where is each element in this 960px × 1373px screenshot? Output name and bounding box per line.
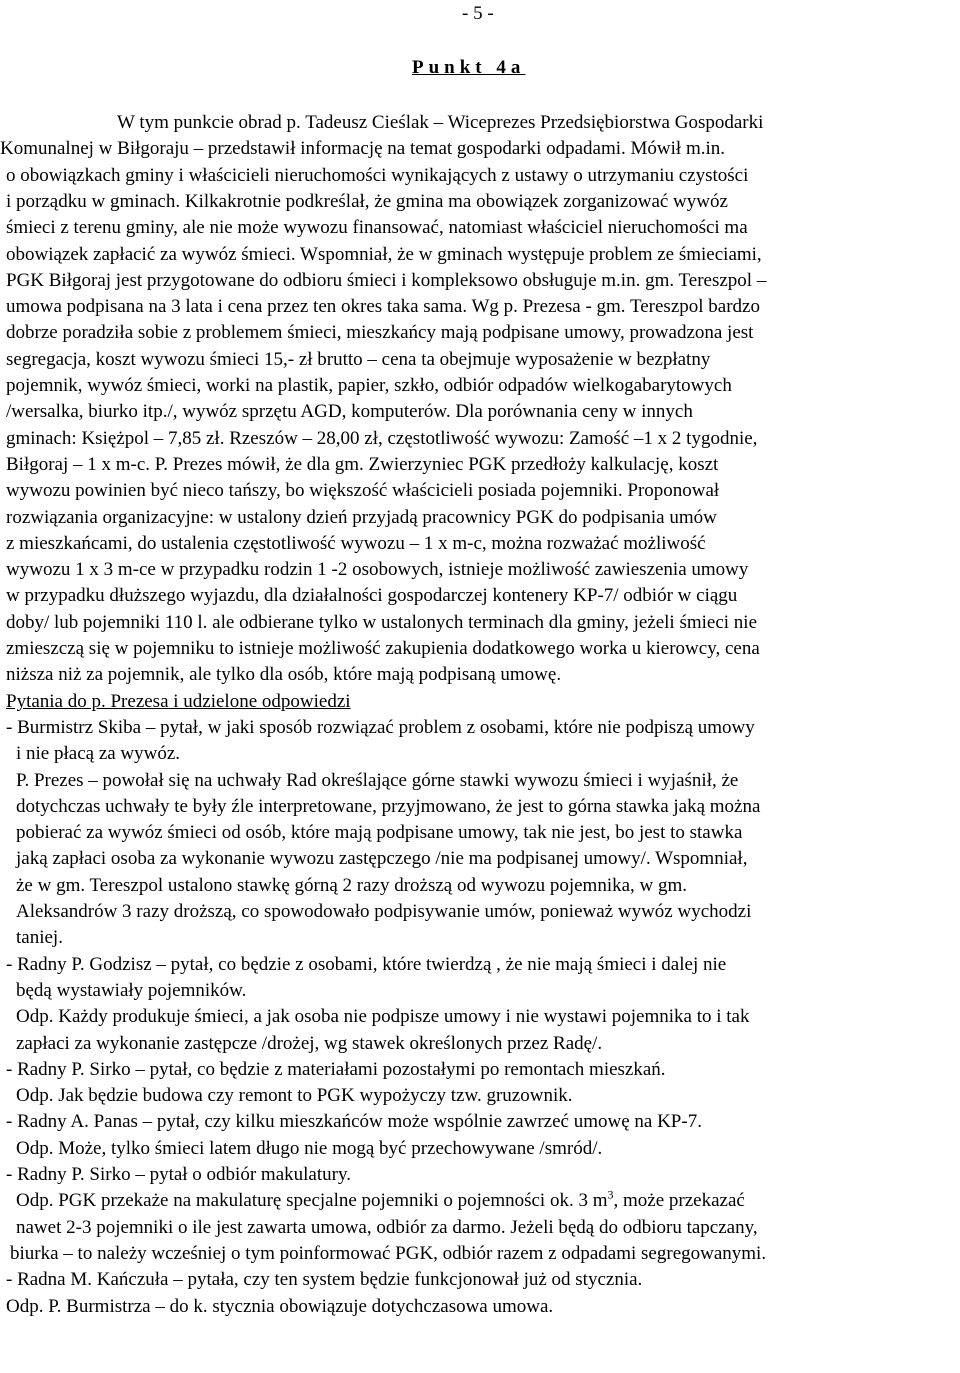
text-line: pobierać za wywóz śmieci od osób, które mają podpisane umowy, tak nie jest, bo jest to stawka xyxy=(16,822,743,843)
text-line: że w gm. Tereszpol ustalono stawkę górną 2 razy droższą od wywozu pojemnika, w gm. xyxy=(16,875,688,896)
text-line: niższa niż za pojemnik, ale tylko dla osób, które mają podpisaną umowę. xyxy=(6,664,562,685)
text-line: Pytania do p. Prezesa i udzielone odpowiedzi xyxy=(6,691,351,712)
text-line: wywozu powinien być nieco tańszy, bo większość właścicieli posiada pojemniki. Proponował xyxy=(6,480,720,501)
superscript-three: 3 xyxy=(607,1187,614,1202)
text-line: - Radny P. Sirko – pytał, co będzie z materiałami pozostałymi po remontach mieszkań. xyxy=(6,1059,666,1080)
text-line: Odp. PGK przekaże na makulaturę specjalne pojemniki o pojemności ok. 3 $m^3$, może przekazać xyxy=(16,1187,745,1211)
text-line: dotychczas uchwały te były źle interpretowane, przyjmowano, że jest to górna stawka jaką można xyxy=(16,796,761,817)
line-tail: , może przekazać xyxy=(613,1190,745,1211)
text-line: pojemnik, wywóz śmieci, worki na plastik, papier, szkło, odbiór odpadów wielkogabarytowych xyxy=(6,375,732,396)
text-line: o obowiązkach gminy i właścicieli nieruchomości wynikających z ustawy o utrzymaniu czystości xyxy=(6,165,749,186)
text-line: - Burmistrz Skiba – pytał, w jaki sposób rozwiązać problem z osobami, które nie podpiszą umowy xyxy=(6,717,755,738)
text-line: rozwiązania organizacyjne: w ustalony dzień przyjadą pracownicy PGK do podpisania umów xyxy=(6,507,717,528)
text-line: nawet 2-3 pojemniki o ile jest zawarta umowa, odbiór za darmo. Jeżeli będą do odbioru tapczany, xyxy=(16,1217,758,1238)
section-heading: Punkt 4a xyxy=(412,57,526,78)
text-line: Komunalnej w Biłgoraju – przedstawił informację na temat gospodarki odpadami. Mówił m.in. xyxy=(0,138,726,159)
text-line: Biłgoraj – 1 x m-c. P. Prezes mówił, że dla gm. Zwierzyniec PGK przedłoży kalkulację, koszt xyxy=(6,454,719,475)
text-line: segregacja, koszt wywozu śmieci 15,- zł brutto – cena ta obejmuje wyposażenie w bezpłatny xyxy=(6,349,711,370)
text-line: i nie płacą za wywóz. xyxy=(16,743,181,764)
text-line: wywozu 1 x 3 m-ce w przypadku rodzin 1 -2 osobowych, istnieje możliwość zawieszenia umowy xyxy=(6,559,749,580)
text-line: - Radny A. Panas – pytał, czy kilku mieszkańców może wspólnie zawrzeć umowę na KP-7. xyxy=(6,1111,702,1132)
text-line: - Radny P. Godzisz – pytał, co będzie z osobami, które twierdzą , że nie mają śmieci i dalej nie xyxy=(6,954,727,975)
text-line: jaką zapłaci osoba za wykonanie wywozu zastępczego /nie ma podpisanej umowy/. Wspomniał, xyxy=(16,848,748,869)
text-line: P. Prezes – powołał się na uchwały Rad określające górne stawki wywozu śmieci i wyjaśnił, że xyxy=(16,770,739,791)
text-line: Odp. Może, tylko śmieci latem długo nie mogą być przechowywane /smród/. xyxy=(16,1138,603,1159)
text-line: gminach: Księżpol – 7,85 zł. Rzeszów – 28,00 zł, częstotliwość wywozu: Zamość –1 x 2 tygodnie, xyxy=(6,428,758,449)
text-line: - Radna M. Kańczuła – pytała, czy ten system będzie funkcjonował już od stycznia. xyxy=(6,1269,643,1290)
text-line: śmieci z terenu gminy, ale nie może wywozu finansować, natomiast właściciel nieruchomości ma xyxy=(6,217,748,238)
text-line: Odp. Jak będzie budowa czy remont to PGK wypożyczy tzw. gruzownik. xyxy=(16,1085,573,1106)
text-line: dobrze poradziła sobie z problemem śmieci, mieszkańcy mają podpisane umowy, prowadzona jest xyxy=(6,322,754,343)
text-line: taniej. xyxy=(16,927,63,948)
text-line: biurka – to należy wcześniej o tym poinformować PGK, odbiór razem z odpadami segregowanymi. xyxy=(10,1243,767,1264)
text-line: umowa podpisana na 3 lata i cena przez ten okres taka sama. Wg p. Prezesa - gm. Tereszpol bardzo xyxy=(6,296,760,317)
text-line: Odp. P. Burmistrza – do k. stycznia obowiązuje dotychczasowa umowa. xyxy=(6,1296,554,1317)
text-line: Odp. Każdy produkuje śmieci, a jak osoba nie podpisze umowy i nie wystawi pojemnika to i tak xyxy=(16,1006,750,1027)
text-line: z mieszkańcami, do ustalenia częstotliwość wywozu – 1 x m-c, można rozważać możliwość xyxy=(6,533,706,554)
text-line: zapłaci za wykonanie zastępcze /drożej, wg stawek określonych przez Radę/. xyxy=(16,1033,603,1054)
text-line: obowiązek zapłacić za wywóz śmieci. Wspomniał, że w gminach występuje problem ze śmieciami, xyxy=(6,244,762,265)
text-line: - Radny P. Sirko – pytał o odbiór makulatury. xyxy=(6,1164,351,1185)
text-line: w przypadku dłuższego wyjazdu, dla działalności gospodarczej kontenery KP-7/ odbiór w ciągu xyxy=(6,585,738,606)
text-line: i porządku w gminach. Kilkakrotnie podkreślał, że gmina ma obowiązek zorganizować wywóz xyxy=(6,191,728,212)
text-line: PGK Biłgoraj jest przygotowane do odbioru śmieci i kompleksowo obsługuje m.in. gm. Tereszpol – xyxy=(6,270,767,291)
text-line: Aleksandrów 3 razy droższą, co spowodowało podpisywanie umów, ponieważ wywóz wychodzi xyxy=(16,901,752,922)
text-line: /wersalka, biurko itp./, wywóz sprzętu AGD, komputerów. Dla porównania ceny w innych xyxy=(6,401,693,422)
text-line: zmieszczą się w pojemniku to istnieje możliwość zakupienia dodatkowego worka u kierowcy, cena xyxy=(6,638,760,659)
text-line: W tym punkcie obrad p. Tadeusz Cieślak – Wiceprezes Przedsiębiorstwa Gospodarki xyxy=(117,112,764,133)
text-line: będą wystawiały pojemników. xyxy=(16,980,247,1001)
page-number: - 5 - xyxy=(462,3,494,24)
text-line: doby/ lub pojemniki 110 l. ale odbierane tylko w ustalonych terminach dla gminy, jeżeli śmieci nie xyxy=(6,612,758,633)
